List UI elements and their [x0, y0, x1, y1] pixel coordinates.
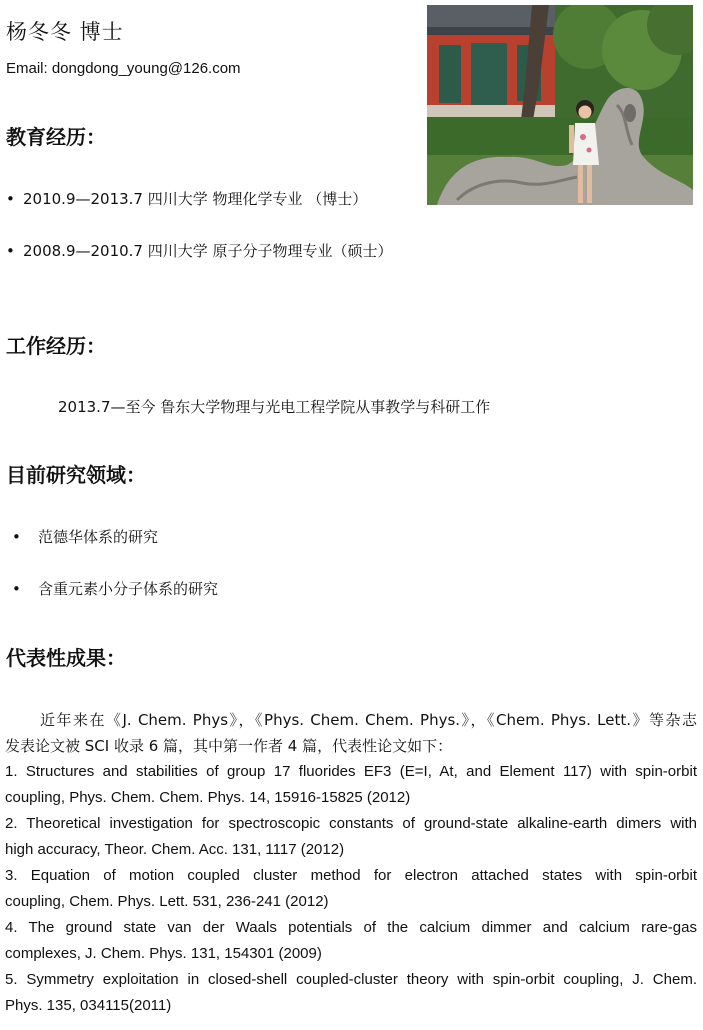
results-intro	[5, 707, 697, 759]
publication-line: coupling, Phys. Chem. Chem. Phys. 14, 15916-15825 (2012)	[5, 789, 411, 806]
bullet-icon: •	[6, 190, 15, 208]
education-heading: 教育经历：	[6, 125, 106, 149]
publication-line: 5. Symmetry exploitation in closed-shell coupled-cluster theory with spin-orbit coupling, J. Chem.	[5, 971, 697, 988]
publication-line: Phys. 135, 034115(2011)	[5, 997, 172, 1014]
publication-item	[5, 915, 697, 967]
person-name: 杨冬冬 博士	[6, 20, 124, 44]
bullet-icon: •	[6, 242, 15, 260]
results-intro-line: 近年来在《J. Chem. Phys》，《Phys. Chem. Chem. Phys.》，《Chem. Phys. Lett.》等杂志	[40, 711, 697, 729]
publication-item	[5, 863, 697, 915]
publication-line: 2. Theoretical investigation for spectroscopic constants of ground-state alkaline-earth dimers with	[5, 815, 697, 832]
publication-line: coupling, Chem. Phys. Lett. 531, 236-241 (2012)	[5, 893, 329, 910]
publication-line: 4. The ground state van der Waals potentials of the calcium dimmer and calcium rare-gas	[5, 919, 697, 936]
research-item-text: 含重元素小分子体系的研究	[38, 580, 219, 598]
bullet-icon: •	[12, 580, 21, 598]
publication-line: complexes, J. Chem. Phys. 131, 154301 (2009)	[5, 945, 322, 962]
education-item	[6, 240, 393, 261]
results-heading: 代表性成果：	[6, 646, 126, 670]
publication-line: high accuracy, Theor. Chem. Acc. 131, 1117 (2012)	[5, 841, 345, 858]
research-item	[4, 526, 158, 547]
bullet-icon: •	[12, 528, 21, 546]
publication-item	[5, 967, 697, 1019]
publication-item	[5, 759, 697, 811]
education-item-text: 2008.9—2010.7 四川大学 原子分子物理专业（硕士）	[23, 242, 393, 260]
publication-line: 3. Equation of motion coupled cluster method for electron attached states with spin-orbit	[5, 867, 697, 884]
publication-item	[5, 811, 697, 863]
profile-photo	[427, 5, 693, 205]
education-item	[6, 188, 367, 209]
education-item-text: 2010.9—2013.7 四川大学 物理化学专业 （博士）	[23, 190, 368, 208]
work-heading: 工作经历：	[6, 334, 106, 358]
results-intro-line: 发表论文被 SCI 收录 6 篇，其中第一作者 4 篇，代表性论文如下：	[5, 737, 453, 755]
publication-list	[5, 759, 697, 1019]
research-heading: 目前研究领域：	[6, 463, 146, 487]
publication-line: 1. Structures and stabilities of group 17 fluorides EF3 (E=I, At, and Element 117) with spin-orbit	[5, 763, 697, 780]
work-experience-line: 2013.7—至今 鲁东大学物理与光电工程学院从事教学与科研工作	[58, 398, 491, 416]
research-item-text: 范德华体系的研究	[38, 528, 159, 546]
email-address: Email: dongdong_young@126.com	[6, 60, 241, 77]
research-item	[4, 578, 218, 599]
